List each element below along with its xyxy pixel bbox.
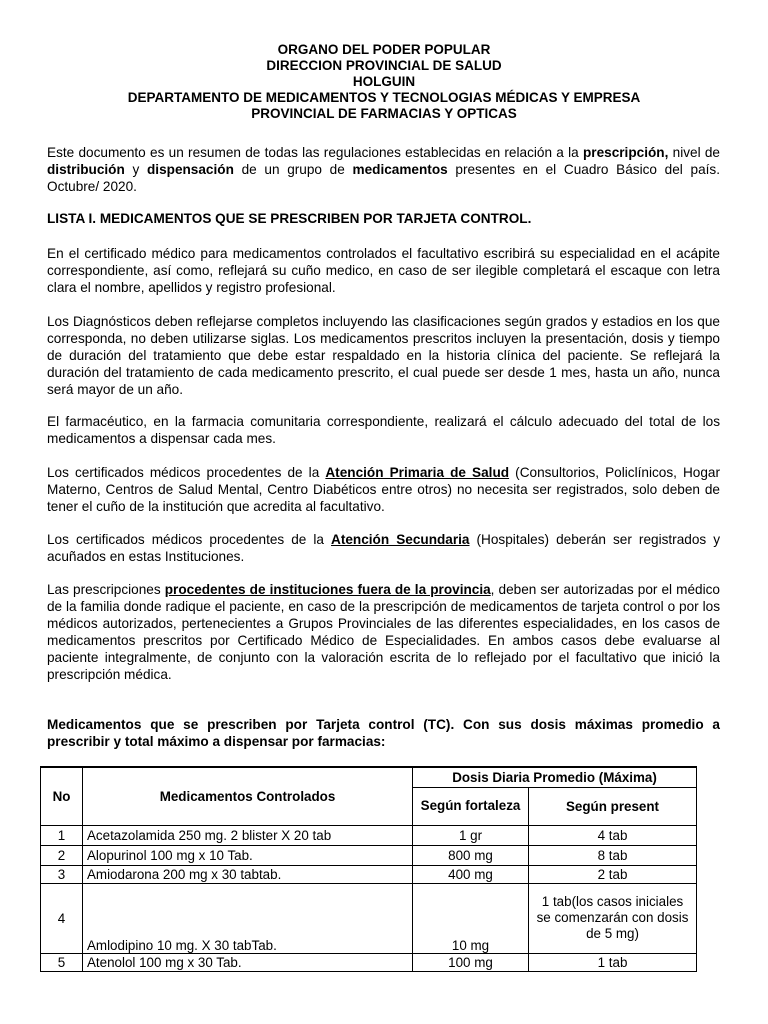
col-group-header: Dosis Diaria Promedio (Máxima)	[413, 767, 697, 787]
table-row	[41, 883, 697, 953]
row-no: 4	[41, 883, 83, 953]
intro-text-1: Este documento es un resumen de todas las regulaciones establecidas en relación a la	[47, 145, 583, 160]
p6-underlined: procedentes de instituciones fuera de la provincia	[164, 582, 491, 597]
paragraph-atencion-secundaria	[47, 531, 720, 565]
row-no: 5	[41, 953, 83, 971]
row-no: 1	[41, 825, 83, 845]
header-line-3: HOLGUIN	[352, 74, 416, 89]
row-present: 4 tab	[529, 825, 697, 845]
intro-text-2: nivel de	[668, 145, 720, 160]
table-row	[41, 953, 697, 971]
row-no: 2	[41, 845, 83, 865]
col-present-header: Según present	[529, 787, 697, 825]
intro-text-5: presentes en el Cuadro Básico del país. Octubre/ 2020.	[47, 162, 720, 194]
row-no: 3	[41, 865, 83, 883]
paragraph-certificado: En el certificado médico para medicamentos controlados el facultativo escribirá su especialidad en el acápite correspondiente, así como, reflejará su cuño medico, en caso de ser ilegible completará el escaque con letra clara el nombre, apellidos y registro profesional.	[47, 246, 720, 295]
document-header	[40, 42, 728, 122]
p4-underlined: Atención Primaria de Salud	[325, 465, 510, 480]
row-present: 1 tab(los casos iniciales se comenzarán con dosis de 5 mg)	[529, 883, 697, 953]
table-row	[41, 865, 697, 883]
row-present: 1 tab	[529, 953, 697, 971]
header-line-5: PROVINCIAL DE FARMACIAS Y OPTICAS	[251, 106, 517, 121]
col-fortaleza-header: Según fortaleza	[413, 787, 529, 825]
intro-bold-distribucion: distribución	[47, 162, 125, 177]
p4-text-1: Los certificados médicos procedentes de la	[47, 465, 326, 480]
paragraph-atencion-primaria	[47, 464, 720, 515]
p6-text-1: Las prescripciones	[47, 582, 165, 597]
paragraph-fuera-provincia	[47, 581, 720, 683]
row-med: Alopurinol 100 mg x 10 Tab.	[83, 845, 413, 865]
table-header-row	[41, 767, 697, 787]
intro-text-3: y	[124, 162, 147, 177]
intro-text-4: de un grupo de	[233, 162, 353, 177]
row-fortaleza: 1 gr	[413, 825, 529, 845]
row-fortaleza: 10 mg	[413, 883, 529, 953]
paragraph-diagnosticos: Los Diagnósticos deben reflejarse completos incluyendo las clasificaciones según grados y estadios en los que corresponda, no deben utilizarse siglas. Los medicamentos prescritos incluyen la presentación, dosis y tiempo de duración del tratamiento que debe estar respaldado en la historia clínica del paciente. Se reflejará la duración del tratamiento de cada medicamento prescrito, el cual puede ser desde 1 mes, hasta un año, nunca será mayor de un año.	[47, 314, 720, 397]
medications-table	[40, 766, 697, 972]
table-row	[41, 845, 697, 865]
table-row	[41, 825, 697, 845]
col-no-header: No	[41, 767, 83, 825]
intro-bold-prescripcion: prescripción,	[582, 145, 669, 160]
table-heading: Medicamentos que se prescriben por Tarjeta control (TC). Con sus dosis máximas promedio a prescribir y total máximo a dispensar por farmacias:	[47, 717, 720, 749]
row-fortaleza: 800 mg	[413, 845, 529, 865]
p6-text-2: , deben ser autorizadas por el médico de la familia donde radique el paciente, en caso de la prescripción de medicamentos de tarjeta control o por los médicos autorizados, pertenecientes a Grupos Provinciales de las diferentes especialidades, en los casos de medicamentos prescritos por Certificado Médico de Especialidades. En ambos casos debe evaluarse al paciente integralmente, de conjunto con la valoración escrita de lo reflejado por el facultativo que inició la prescripción médica.	[47, 582, 720, 682]
row-med: Atenolol 100 mg x 30 Tab.	[83, 953, 413, 971]
paragraph-farmaceutico: El farmacéutico, en la farmacia comunitaria correspondiente, realizará el cálculo adecuado del total de los medicamentos a dispensar cada mes.	[47, 414, 720, 446]
row-med: Amiodarona 200 mg x 30 tabtab.	[83, 865, 413, 883]
row-present: 8 tab	[529, 845, 697, 865]
header-line-4: DEPARTAMENTO DE MEDICAMENTOS Y TECNOLOGIAS MÉDICAS Y EMPRESA	[127, 90, 641, 105]
row-present: 2 tab	[529, 865, 697, 883]
row-fortaleza: 400 mg	[413, 865, 529, 883]
p5-text-2: (Hospitales) deberán ser registrados y acuñados en estas Instituciones.	[47, 532, 721, 564]
intro-bold-dispensacion: dispensación	[147, 162, 234, 177]
lista-heading: LISTA I. MEDICAMENTOS QUE SE PRESCRIBEN POR TARJETA CONTROL.	[47, 211, 532, 226]
row-med: Amlodipino 10 mg. X 30 tabTab.	[83, 883, 413, 953]
intro-paragraph	[47, 144, 720, 195]
p5-text-1: Los certificados médicos procedentes de la	[47, 532, 332, 547]
col-med-header: Medicamentos Controlados	[83, 767, 413, 825]
p4-text-2: (Consultorios, Policlínicos, Hogar Materno, Centros de Salud Mental, Centro Diabéticos entre otros) no necesita ser registrados, solo deben de tener el cuño de la institución que acredita al facultativo.	[47, 465, 721, 514]
row-med: Acetazolamida 250 mg. 2 blister X 20 tab	[83, 825, 413, 845]
row-fortaleza: 100 mg	[413, 953, 529, 971]
header-line-1: ORGANO DEL PODER POPULAR	[277, 42, 491, 57]
intro-bold-medicamentos: medicamentos	[352, 162, 448, 177]
header-line-2: DIRECCION PROVINCIAL DE SALUD	[266, 58, 502, 73]
p5-underlined: Atención Secundaria	[331, 532, 470, 547]
